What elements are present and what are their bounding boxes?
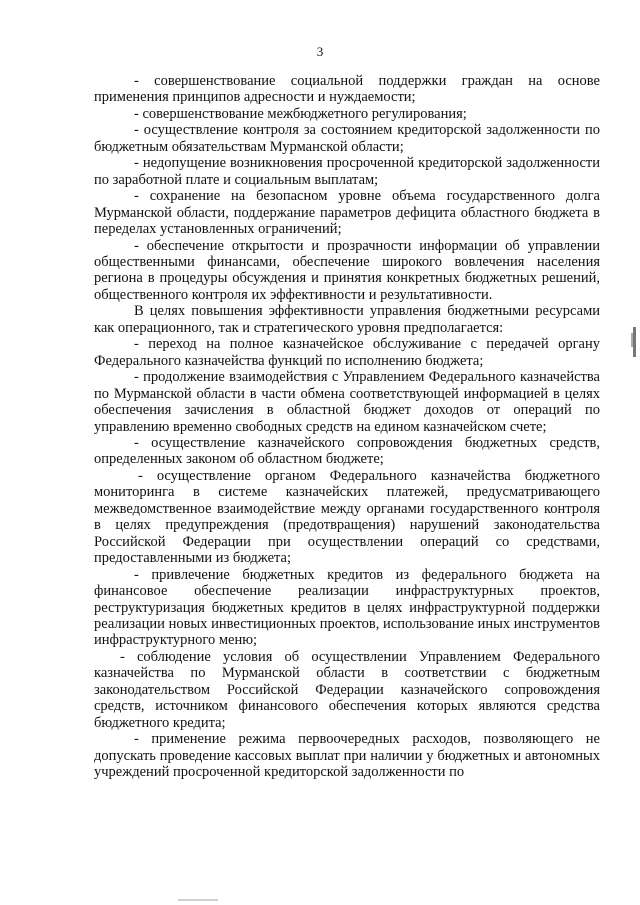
paragraph-treasury-support: - осуществление казначейского сопровождения бюджетных средств, определенных законом об областном бюджете; — [94, 434, 600, 468]
paragraph-loan-treasury-support: - соблюдение условия об осуществлении Управлением Федерального казначейства по Мурманской области в соответствии с бюджетным законодательством Российской Федерации казначейского сопровождения средств, источником финансового обеспечения которых являются средства бюджетного кредита; — [94, 648, 600, 731]
paragraph-efficiency-intro: В целях повышения эффективности управления бюджетными ресурсами как операционного, так и стратегического уровня предполагается: — [94, 303, 600, 336]
paragraph-budget-monitoring: - осуществление органом Федерального казначейства бюджетного мониторинга в системе казначейских платежей, предусматривающего межведомственное взаимодействие между органами государственного контроля в целях предупреждения (предотвращения) нарушений законодательства Российской Федерации при осуществлении операций со средствами, предоставленными из бюджета; — [94, 467, 600, 567]
paragraph-interbudget-regulation: - совершенствование межбюджетного регулирования; — [134, 105, 467, 122]
paragraph-transparency: - обеспечение открытости и прозрачности информации об управлении общественными финансами, обеспечение широкого вовлечения населения региона в процедуры обсуждения и принятия конкретных бюджетных решений, общественного контроля их эффективности и результативности. — [94, 237, 600, 303]
paragraph-social-support: - совершенствование социальной поддержки граждан на основе применения принципов адресности и нуждаемости; — [94, 73, 600, 106]
paragraph-treasury-cooperation: - продолжение взаимодействия с Управлением Федерального казначейства по Мурманской области в части обмена соответствующей информацией в целях обеспечения зачисления в областной бюджет доходов от операций по управлению временно свободных средств на едином казначейском счете; — [94, 369, 600, 435]
paragraph-payables-control: - осуществление контроля за состоянием кредиторской задолженности по бюджетным обязательствам Мурманской области; — [94, 122, 600, 155]
document-body — [94, 73, 600, 780]
paragraph-overdue-wage-debt: - недопущение возникновения просроченной кредиторской задолженности по заработной плате и социальным выплатам; — [94, 155, 600, 188]
paragraph-treasury-service: - переход на полное казначейское обслуживание с передачей органу Федерального казначейства функций по исполнению бюджета; — [94, 336, 600, 369]
paragraph-public-debt: - сохранение на безопасном уровне объема государственного долга Мурманской области, поддержание параметров дефицита областного бюджета в переделах установленных ограничений; — [94, 188, 600, 238]
page-number: 3 — [316, 44, 324, 59]
scan-bottom-artifact — [178, 899, 218, 901]
paragraph-budget-loans: - привлечение бюджетных кредитов из федерального бюджета на финансовое обеспечение реализации инфраструктурных проектов, реструктуризация бюджетных кредитов в целях инфраструктурной поддержки реализации новых инвестиционных проектов, использование иных инструментов инфраструктурного меню; — [94, 566, 600, 649]
paragraph-priority-expenses: - применение режима первоочередных расходов, позволяющего не допускать проведение кассовых выплат при наличии у бюджетных и автономных учреждений просроченной кредиторской задолженности по — [94, 731, 600, 781]
scan-edge-mark — [633, 327, 636, 357]
